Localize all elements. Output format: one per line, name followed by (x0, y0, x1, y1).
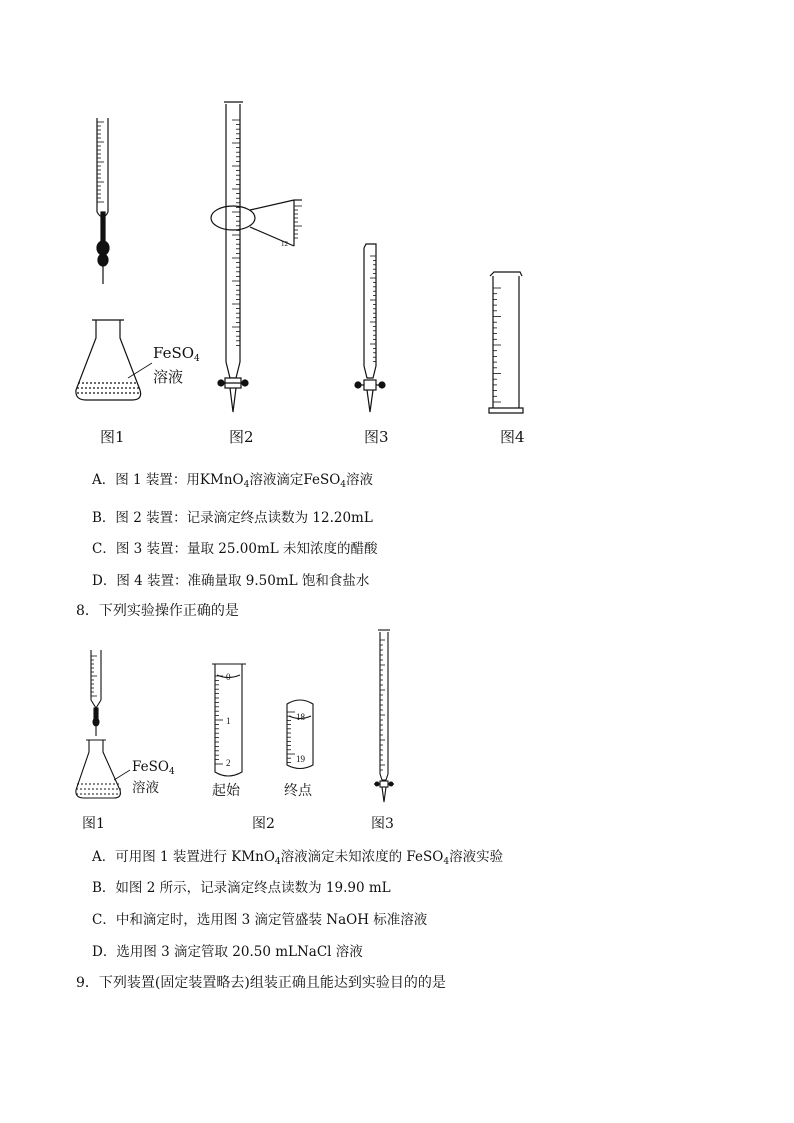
q8-fig3-label: 图3 (371, 816, 394, 832)
fig3-label: 图3 (364, 428, 389, 446)
fig1-label: 图1 (100, 428, 125, 446)
q8-option-d: D．选用图 3 滴定管取 20.50 mLNaCl 溶液 (92, 944, 363, 960)
q7-option-d: D．图 4 装置：准确量取 9.50mL 饱和食盐水 (92, 573, 370, 589)
start-tick-2: 2 (226, 758, 231, 768)
q8-option-a: A．可用图 1 装置进行 KMnO$_4$溶液滴定未知浓度的 FeSO$_4$溶液实验 (92, 849, 504, 867)
q8-fig1-label: 图1 (82, 816, 105, 832)
end-label: 终点 (284, 783, 312, 799)
end-tick-19: 19 (296, 754, 305, 764)
flask-word: 溶液 (153, 368, 184, 386)
q9-stem: 9．下列装置(固定装置略去)组装正确且能达到实验目的的是 (76, 975, 446, 991)
flask-formula-sub: 4 (194, 354, 200, 364)
magnifier-tick-label: 12 (281, 240, 288, 248)
q8-fig1-flask (76, 740, 130, 798)
end-tick-18: 18 (296, 712, 305, 722)
start-label: 起始 (212, 783, 240, 799)
q8-flask-label: FeSO$_4$ 溶液 (132, 759, 175, 796)
q8-option-b: B．如图 2 所示，记录滴定终点读数为 19.90 mL (92, 880, 391, 896)
start-tick-0: 0 (226, 672, 231, 682)
start-tick-1: 1 (226, 716, 231, 726)
q7-option-c: C．图 3 装置：量取 25.00mL 未知浓度的醋酸 (92, 541, 378, 557)
fig2-label: 图2 (229, 428, 254, 446)
q8-option-c: C．中和滴定时，选用图 3 滴定管盛装 NaOH 标准溶液 (92, 912, 428, 928)
q8-stem: 8．下列实验操作正确的是 (76, 603, 239, 619)
q8-fig3-burette (374, 630, 394, 802)
flask-formula: FeSO (153, 344, 195, 362)
fig4-label: 图4 (500, 428, 525, 446)
q8-fig2-label: 图2 (252, 816, 275, 832)
q8-fig1-burette (91, 650, 101, 736)
q7-option-b: B．图 2 装置：记录滴定终点读数为 12.20mL (92, 510, 373, 526)
q7-option-a: A．图 1 装置：用KMnO$_4$溶液滴定FeSO$_4$溶液 (92, 472, 373, 490)
